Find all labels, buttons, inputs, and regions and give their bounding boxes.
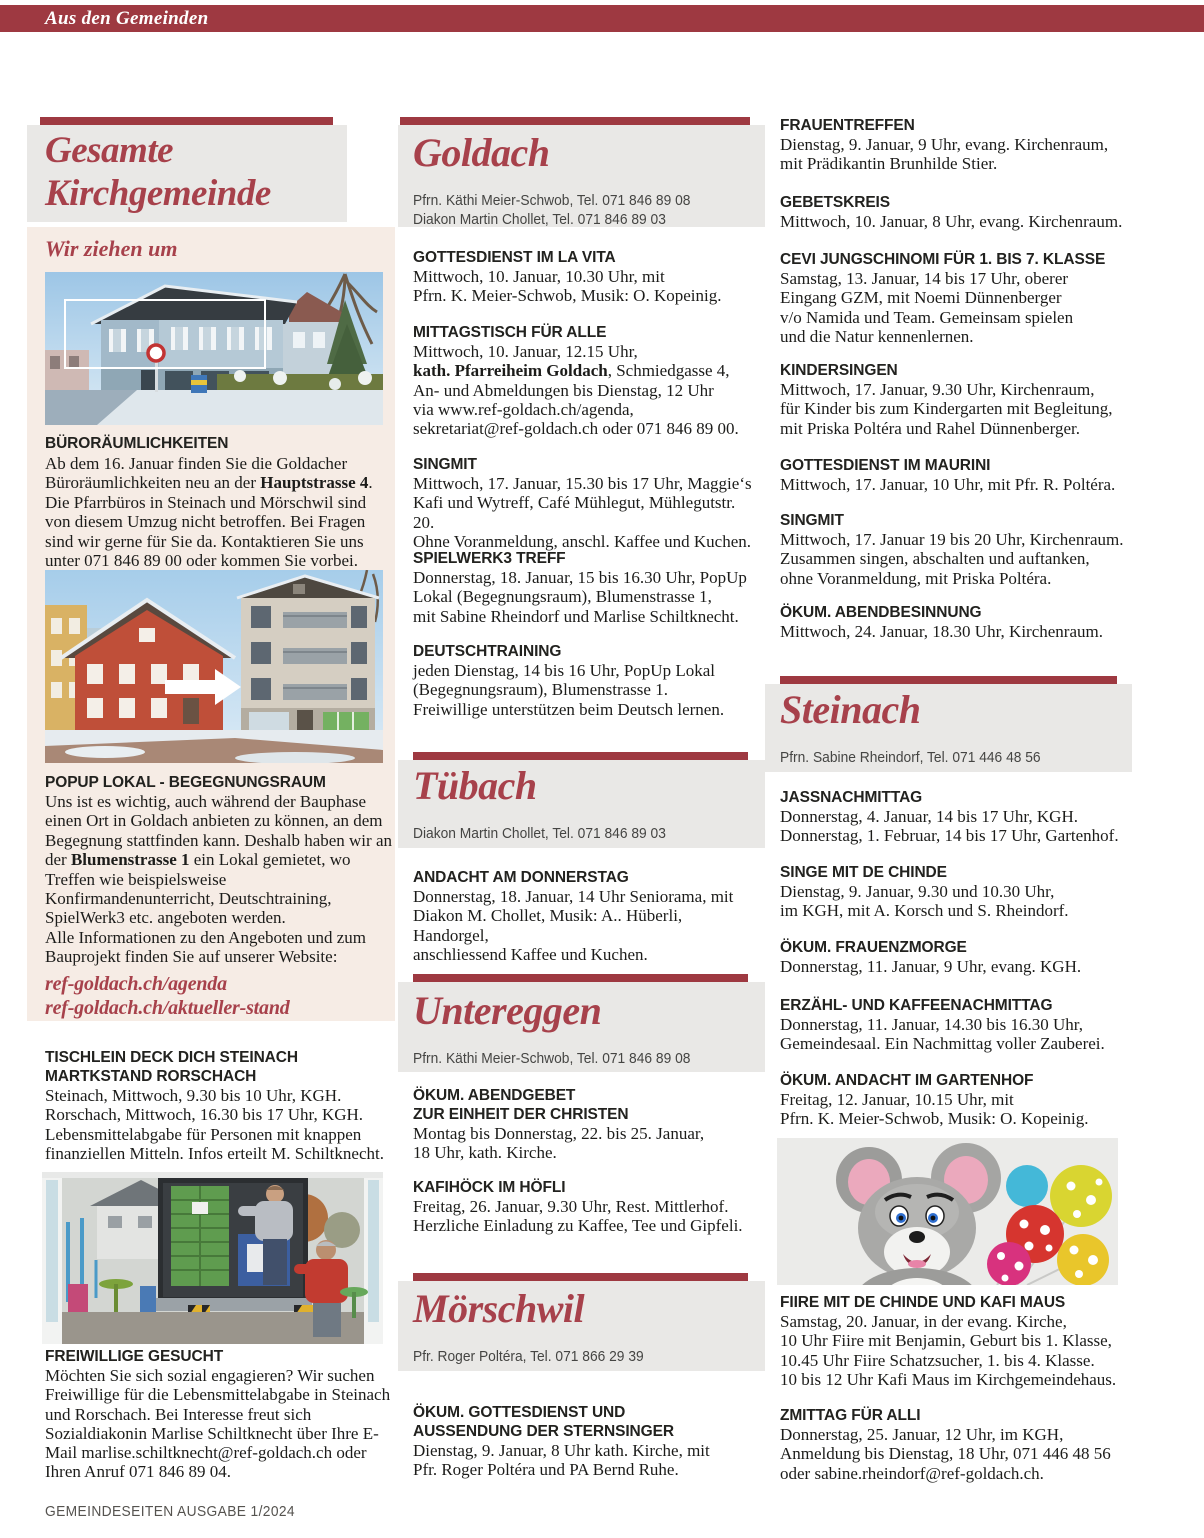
event-title: ÖKUM. ABENDGEBET <box>413 1087 576 1104</box>
event-title: SINGMIT <box>780 512 844 529</box>
photo-popup-lokal-building <box>45 570 383 763</box>
event-deutschtraining: DEUTSCHTRAINING jeden Dienstag, 14 bis 16 Uhr, PopUp Lokal (Begegnungsraum), Blumenstrasse 1. Freiwillige unterstützen beim Deutsch lernen. <box>413 642 758 719</box>
event-erzaehl-kaffeenachmittag: ERZÄHL- UND KAFFEENACHMITTAG Donnerstag, 11. Januar, 14.30 bis 16.30 Uhr, Gemeindesaal. Ein Nachmittag voller Zauberei. <box>780 996 1125 1054</box>
event-abendbesinnung: ÖKUM. ABENDBESINNUNG Mittwoch, 24. Januar, 18.30 Uhr, Kirchenraum. <box>780 603 1125 641</box>
section-title: Mörschwil <box>413 1286 585 1331</box>
photo-blue-office-building <box>45 272 383 425</box>
event-kafihoeck: KAFIHÖCK IM HÖFLI Freitag, 26. Januar, 9.30 Uhr, Rest. Mittlerhof. Herzliche Einladung zu Kaffee, Tee und Gipfeli. <box>413 1178 758 1236</box>
section-header-tuebach <box>398 760 765 848</box>
event-singmit-goldach: SINGMIT Mittwoch, 17. Januar, 15.30 bis 17 Uhr, Maggie‘s Kafi und Wytreff, Café Mühlegut, Mühlegutstr. 20. Ohne Voranmeldung, anschl. Kaffee und Kuchen. <box>413 455 758 551</box>
event-title-line2: ZUR EINHEIT DER CHRISTEN <box>413 1106 629 1123</box>
event-spielwerk3-treff: SPIELWERK3 TREFF Donnerstag, 18. Januar, 15 bis 16.30 Uhr, PopUp Lokal (Begegnungsraum), Blumenstrasse 1, mit Sabine Rheindorf und Marlise Schiltknecht. <box>413 549 758 626</box>
event-andacht-gartenhof: ÖKUM. ANDACHT IM GARTENHOF Freitag, 12. Januar, 10.15 Uhr, mit Pfrn. K. Meier-Schwob, Musik: O. Kopeinig. <box>780 1071 1125 1129</box>
section-title: Untereggen <box>413 988 602 1033</box>
umzug-panel <box>27 227 395 1021</box>
event-title: FIIRE MIT DE CHINDE UND KAFI MAUS <box>780 1294 1066 1311</box>
event-gebetskreis: GEBETSKREIS Mittwoch, 10. Januar, 8 Uhr, evang. Kirchenraum. <box>780 193 1125 231</box>
event-title: KAFIHÖCK IM HÖFLI <box>413 1179 566 1196</box>
event-title: GOTTESDIENST IM LA VITA <box>413 249 616 266</box>
contact-line: Diakon Martin Chollet, Tel. 071 846 89 03 <box>413 211 666 228</box>
section-title: Steinach <box>780 687 921 732</box>
event-jassnachmittag: JASSNACHMITTAG Donnerstag, 4. Januar, 14 bis 17 Uhr, KGH. Donnerstag, 1. Februar, 14 bis 17 Uhr, Gartenhof. <box>780 788 1125 846</box>
event-title: DEUTSCHTRAINING <box>413 643 562 660</box>
contact-line: Pfrn. Käthi Meier-Schwob, Tel. 071 846 89 08 <box>413 192 691 209</box>
event-frauentreffen: FRAUENTREFFEN Dienstag, 9. Januar, 9 Uhr, evang. Kirchenraum, mit Prädikantin Brunhilde Stier. <box>780 116 1125 174</box>
event-abendgebet: ÖKUM. ABENDGEBET ZUR EINHEIT DER CHRISTEN Montag bis Donnerstag, 22. bis 25. Januar, 18 Uhr, kath. Kirche. <box>413 1086 758 1163</box>
event-freiwillige-gesucht: FREIWILLIGE GESUCHT Möchten Sie sich sozial engagieren? Wir suchen Freiwillige für die Lebensmittelabgabe in Steinach und Rorschach. Bei Interesse freut sich Sozialdiakonin Marlise Schiltknecht über Ihre E-Mail marlise.schiltknecht@ref-goldach.ch oder Ihren Anruf 071 846 89 04. <box>45 1348 391 1482</box>
event-title: SPIELWERK3 TREFF <box>413 550 566 567</box>
contact-line: Pfrn. Käthi Meier-Schwob, Tel. 071 846 89 08 <box>413 1050 691 1067</box>
event-title: SINGE MIT DE CHINDE <box>780 864 947 881</box>
event-singe-mit-de-chinde: SINGE MIT DE CHINDE Dienstag, 9. Januar, 9.30 und 10.30 Uhr, im KGH, mit A. Korsch und S. Rheindorf. <box>780 863 1125 921</box>
section-rule <box>413 974 748 982</box>
event-title: JASSNACHMITTAG <box>780 789 923 806</box>
section-title-line2: Kirchgemeinde <box>45 173 271 214</box>
event-title: ÖKUM. GOTTESDIENST UND <box>413 1404 626 1421</box>
buero-paragraph: Ab dem 16. Januar finden Sie die Goldacher Büroräumlichkeiten neu an der Hauptstrasse 4. Die Pfarrbüros in Steinach und Mörschwil sind von diesem Umzug nicht betroffen. Bei Fragen sind wir gerne für Sie da. Kontaktieren Sie uns unter 071 846 89 00 oder kommen Sie vorbei. <box>45 454 373 571</box>
event-kindersingen: KINDERSINGEN Mittwoch, 17. Januar, 9.30 Uhr, Kirchenraum, für Kinder bis zum Kindergarten mit Begleitung, mit Priska Poltéra und Rahel Dünnenberger. <box>780 361 1125 438</box>
event-title: FREIWILLIGE GESUCHT <box>45 1348 224 1365</box>
event-mittagstisch: MITTAGSTISCH FÜR ALLE Mittwoch, 10. Januar, 12.15 Uhr, kath. Pfarreiheim Goldach, Schmiedgasse 4, An- und Abmeldungen bis Dienstag, 12 Uhr via www.ref-goldach.ch/agenda, sekretariat@ref-goldach.ch oder 071 846 89 00. <box>413 323 758 438</box>
buero-heading: BÜRORÄUMLICHKEITEN <box>45 435 229 452</box>
event-andacht-donnerstag: ANDACHT AM DONNERSTAG Donnerstag, 18. Januar, 14 Uhr Seniorama, mit Diakon M. Chollet, Musik: A.. Hüberli, Handorgel, anschliessend Kaffee und Kuchen. <box>413 868 758 964</box>
kicker-title: Aus den Gemeinden <box>45 8 209 29</box>
event-gottesdienst-maurini: GOTTESDIENST IM MAURINI Mittwoch, 17. Januar, 10 Uhr, mit Pfr. R. Poltéra. <box>780 456 1125 494</box>
photo-kafi-maus-mascot <box>777 1138 1118 1285</box>
event-singmit-maurini: SINGMIT Mittwoch, 17. Januar 19 bis 20 Uhr, Kirchenraum. Zusammen singen, abschalten und auftanken, ohne Voranmeldung, mit Priska Poltéra. <box>780 512 1124 588</box>
event-title: SINGMIT <box>413 456 477 473</box>
section-header-steinach <box>765 684 1132 772</box>
event-title: ÖKUM. ANDACHT IM GARTENHOF <box>780 1072 1034 1089</box>
event-title: ÖKUM. ABENDBESINNUNG <box>780 604 982 621</box>
event-fiire-kafi-maus: FIIRE MIT DE CHINDE UND KAFI MAUS Samstag, 20. Januar, in der evang. Kirche, 10 Uhr Fiire mit Benjamin, Geburt bis 1. Klasse, 10.45 Uhr Fiire Schatzsucher, 1. bis 4. Klasse. 10 bis 12 Uhr Kafi Maus im Kirchgemeindehaus. <box>780 1293 1125 1389</box>
section-rule <box>413 752 748 760</box>
link-agenda[interactable]: ref-goldach.ch/agenda <box>45 973 227 995</box>
photo-lebensmittel-truck <box>42 1172 383 1344</box>
event-title: ZMITTAG FÜR ALLI <box>780 1407 921 1424</box>
event-title: FRAUENTREFFEN <box>780 117 915 134</box>
event-title: MITTAGSTISCH FÜR ALLE <box>413 324 607 341</box>
section-header-kirchgemeinde <box>27 125 347 222</box>
event-cevi-jungschinomi: CEVI JUNGSCHINOMI FÜR 1. BIS 7. KLASSE Samstag, 13. Januar, 14 bis 17 Uhr, oberer Eingang GZM, mit Noemi Dünnenberger v/o Namida und Team. Gemeinsam spielen und die Natur kennenlernen. <box>780 250 1125 346</box>
section-rule <box>400 117 750 125</box>
contact-line: Pfrn. Sabine Rheindorf, Tel. 071 446 48 56 <box>780 749 1041 766</box>
event-title: ANDACHT AM DONNERSTAG <box>413 869 629 886</box>
umzug-title: Wir ziehen um <box>45 236 178 261</box>
event-title: ERZÄHL- UND KAFFEENACHMITTAG <box>780 997 1053 1014</box>
event-gottesdienst-la-vita: GOTTESDIENST IM LA VITA Mittwoch, 10. Januar, 10.30 Uhr, mit Pfrn. K. Meier-Schwob, Musik: O. Kopeinig. <box>413 248 758 306</box>
section-header-untereggen <box>398 982 765 1072</box>
contact-line: Pfr. Roger Poltéra, Tel. 071 866 29 39 <box>413 1348 644 1365</box>
event-title: ÖKUM. FRAUENZMORGE <box>780 939 967 956</box>
event-title-line2: AUSSENDUNG DER STERNSINGER <box>413 1423 674 1440</box>
section-title: Tübach <box>413 763 537 808</box>
section-rule <box>40 117 333 125</box>
contact-line: Diakon Martin Chollet, Tel. 071 846 89 03 <box>413 825 666 842</box>
event-tischlein-deck-dich: TISCHLEIN DECK DICH STEINACH MARTKSTAND RORSCHACH Steinach, Mittwoch, 9.30 bis 10 Uhr, KGH. Rorschach, Mittwoch, 16.30 bis 17 Uhr, KGH. Lebensmittelabgabe für Personen mit knappen finanziellen Mitteln. Infos erteilt M. Schiltknecht. <box>45 1048 390 1163</box>
section-title: Goldach <box>413 130 550 175</box>
section-title-line1: Gesamte <box>45 130 174 171</box>
kicker-bar <box>0 5 1204 32</box>
event-title: TISCHLEIN DECK DICH STEINACH <box>45 1049 298 1066</box>
event-title-line2: MARTKSTAND RORSCHACH <box>45 1068 257 1085</box>
event-zmittag-fuer-alli: ZMITTAG FÜR ALLI Donnerstag, 25. Januar, 12 Uhr, im KGH, Anmeldung bis Dienstag, 18 Uhr, 071 446 48 56 oder sabine.rheindorf@ref-goldach.ch. <box>780 1406 1125 1483</box>
popup-heading: POPUP LOKAL - BEGEGNUNGSRAUM <box>45 774 326 791</box>
link-aktueller-stand[interactable]: ref-goldach.ch/aktueller-stand <box>45 997 290 1019</box>
event-sternsinger: ÖKUM. GOTTESDIENST UND AUSSENDUNG DER STERNSINGER Dienstag, 9. Januar, 8 Uhr kath. Kirche, mit Pfr. Roger Poltéra und PA Bernd Ruhe. <box>413 1403 758 1480</box>
event-title: GOTTESDIENST IM MAURINI <box>780 457 991 474</box>
popup-paragraph: Uns ist es wichtig, auch während der Bauphase einen Ort in Goldach anbieten zu können, an dem Begegnung stattfinden kann. Deshalb haben wir an der Blumenstrasse 1 ein Lokal gemietet, wo Treffen wie beispielsweise Konfirmandenunterricht, Deutschtraining, SpielWerk3 etc. angeboten werden. Alle Informationen zu den Angeboten und zum Bauprojekt finden Sie auf unserer Website: <box>45 792 392 967</box>
event-title: KINDERSINGEN <box>780 362 898 379</box>
section-header-moerschwil <box>398 1281 765 1371</box>
section-rule <box>780 676 1117 684</box>
section-title <box>45 129 271 215</box>
website-links <box>45 972 290 1020</box>
page-footer: GEMEINDESEITEN AUSGABE 1/2024 <box>45 1503 295 1520</box>
section-header-goldach <box>398 125 765 227</box>
event-title: GEBETSKREIS <box>780 194 891 211</box>
event-frauenzmorge: ÖKUM. FRAUENZMORGE Donnerstag, 11. Januar, 9 Uhr, evang. KGH. <box>780 938 1125 976</box>
event-title: CEVI JUNGSCHINOMI FÜR 1. BIS 7. KLASSE <box>780 251 1106 268</box>
section-rule <box>413 1273 748 1281</box>
